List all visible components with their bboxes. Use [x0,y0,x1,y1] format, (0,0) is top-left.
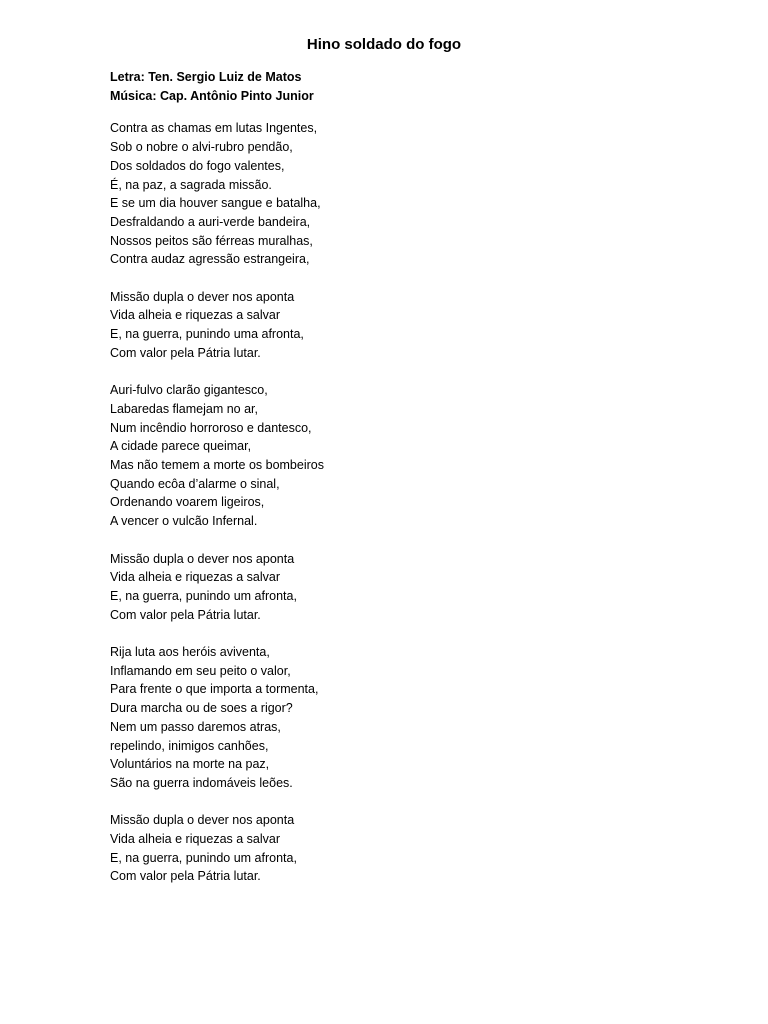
stanza [110,381,710,531]
stanzas-container [110,119,710,886]
stanza-line: Contra as chamas em lutas Ingentes, [110,121,318,136]
stanza-line: Quando ecôa d’alarme o sinal, [110,476,280,491]
stanza-line: Dura marcha ou de soes a rigor? [110,701,293,716]
stanza [110,119,710,269]
lyrics-credit: Letra: Ten. Sergio Luiz de Matos [110,70,302,84]
stanza [110,643,710,793]
credits-block [110,68,710,105]
stanza-line: E, na guerra, punindo um afronta, [110,588,297,603]
stanza-line: É, na paz, a sagrada missão. [110,177,272,192]
stanza-line: Ordenando voarem ligeiros, [110,495,265,510]
stanza-line: Missão dupla o dever nos aponta [110,813,295,828]
stanza-line: Voluntários na morte na paz, [110,757,270,772]
stanza-line: Sob o nobre o alvi-rubro pendão, [110,140,293,155]
stanza [110,288,710,363]
stanza-line: Dos soldados do fogo valentes, [110,158,285,173]
stanza-line: Com valor pela Pátria lutar. [110,345,261,360]
stanza-line: Num incêndio horroroso e dantesco, [110,420,312,435]
stanza-line: Desfraldando a auri-verde bandeira, [110,214,311,229]
stanza-line: Missão dupla o dever nos aponta [110,551,295,566]
stanza-line: Missão dupla o dever nos aponta [110,289,295,304]
music-credit: Música: Cap. Antônio Pinto Junior [110,88,314,103]
stanza [110,811,710,886]
stanza-line: Contra audaz agressão estrangeira, [110,252,310,267]
stanza-line: Inflamando em seu peito o valor, [110,663,291,678]
stanza-line: Labaredas flamejam no ar, [110,401,259,416]
stanza-line: Rija luta aos heróis aviventa, [110,645,270,660]
stanza-line: Nossos peitos são férreas muralhas, [110,233,313,248]
document-title: Hino soldado do fogo [306,36,462,53]
stanza-line: repelindo, inimigos canhões, [110,738,269,753]
stanza-line: A vencer o vulcão Infernal. [110,514,258,529]
stanza-line: Vida alheia e riquezas a salvar [110,832,281,847]
stanza-line: Vida alheia e riquezas a salvar [110,308,281,323]
stanza-line: São na guerra indomáveis leões. [110,775,293,790]
stanza-line: Com valor pela Pátria lutar. [110,869,261,884]
stanza-line: Para frente o que importa a tormenta, [110,682,319,697]
stanza-line: E, na guerra, punindo uma afronta, [110,327,304,342]
stanza-line: A cidade parece queimar, [110,439,252,454]
stanza-line: E se um dia houver sangue e batalha, [110,196,321,211]
stanza-line: Vida alheia e riquezas a salvar [110,570,281,585]
document-body [110,68,710,905]
stanza [110,550,710,625]
stanza-line: Com valor pela Pátria lutar. [110,607,261,622]
stanza-line: E, na guerra, punindo um afronta, [110,850,297,865]
stanza-line: Nem um passo daremos atras, [110,719,281,734]
stanza-line: Auri-fulvo clarão gigantesco, [110,383,268,398]
stanza-line: Mas não temem a morte os bombeiros [110,458,324,473]
